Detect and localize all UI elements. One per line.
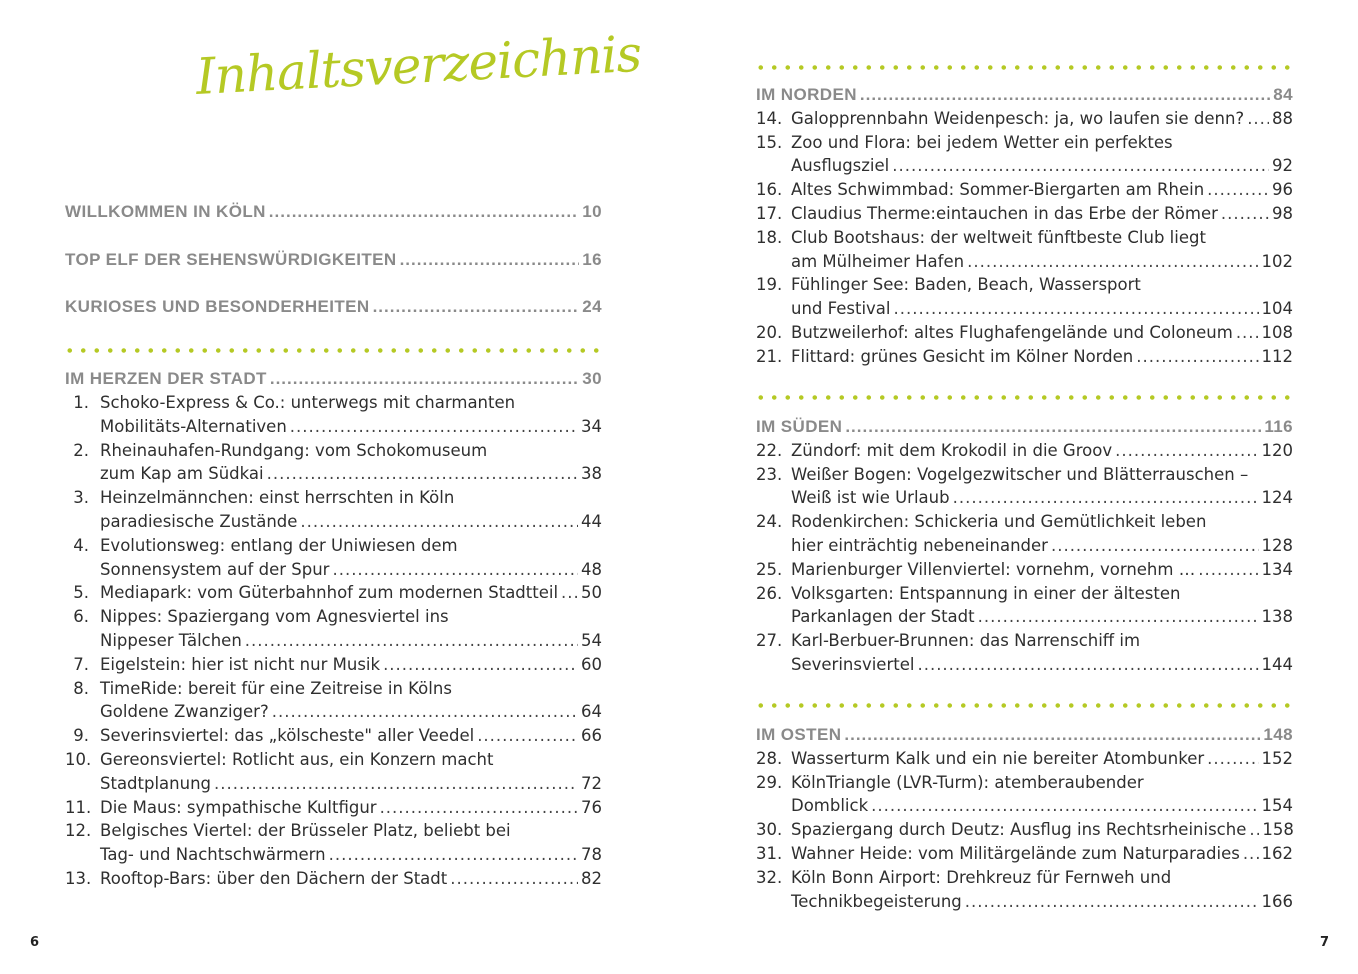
leader-dots: [860, 83, 1270, 107]
entry-title: Gereonsviertel: Rotlicht aus, ein Konzern macht: [100, 750, 494, 769]
toc-entry: [756, 273, 1293, 297]
entry-title: Spaziergang durch Deutz: Ausflug ins Rechtsrheinische: [791, 820, 1247, 840]
section-label: TOP ELF DER SEHENSWÜRDIGKEITEN: [65, 250, 397, 269]
leader-dots: [967, 250, 1258, 274]
entry-title: Die Maus: sympathische Kultfigur: [100, 797, 377, 817]
entry-number: 27.: [756, 631, 783, 651]
toc-entry: [756, 202, 1293, 226]
chapter-page: 30: [582, 369, 602, 388]
toc-section-entry: [65, 295, 602, 319]
section-page: 24: [582, 297, 602, 316]
right-page: [679, 0, 1358, 974]
entry-title: Rooftop-Bars: über den Dächern der Stadt: [100, 869, 448, 888]
toc-entry-continuation: [65, 700, 602, 724]
entry-title: Schoko-Express & Co.: unterwegs mit charmanten: [100, 393, 516, 412]
toc-entry: [65, 605, 602, 629]
entry-title: Severinsviertel: das „kölscheste" aller Veedel: [100, 726, 475, 746]
toc-entry-continuation: [756, 297, 1293, 321]
entry-number: 25.: [756, 559, 783, 579]
chapter-heading: [756, 415, 1293, 439]
leader-dots: [400, 248, 580, 272]
toc-entry: [756, 558, 1293, 582]
leader-dots: [270, 367, 579, 391]
entry-number: 17.: [756, 204, 783, 223]
entry-page: 50: [581, 583, 602, 603]
leader-dots: [965, 890, 1259, 914]
entry-page: 124: [1261, 488, 1293, 508]
entry-title-cont: paradiesische Zustände: [100, 512, 298, 531]
entry-page: 166: [1261, 891, 1293, 911]
entry-number: 32.: [756, 867, 783, 887]
entry-title-cont: Weiß ist wie Urlaub: [791, 488, 950, 508]
toc-entry-continuation: [756, 653, 1293, 677]
toc-entry: [65, 748, 602, 772]
toc-entry-continuation: [65, 843, 602, 867]
leader-dots: [1247, 107, 1269, 131]
entry-title: Butzweilerhof: altes Flughafengelände und Coloneum: [791, 323, 1233, 342]
toc-entry-continuation: [65, 558, 602, 582]
entry-title: Köln Bonn Airport: Drehkreuz für Fernweh und: [791, 867, 1172, 887]
entry-number: 11.: [65, 797, 92, 817]
entry-number: 1.: [73, 393, 89, 412]
leader-dots: [953, 486, 1259, 510]
toc-entry: [65, 486, 602, 510]
leader-dots: [269, 200, 579, 224]
entry-number: 20.: [756, 323, 783, 342]
toc-entry-continuation: [65, 772, 602, 796]
entry-number: 9.: [73, 726, 89, 746]
entry-page: 44: [581, 512, 602, 531]
entry-title: Zündorf: mit dem Krokodil in die Groov: [791, 440, 1113, 460]
toc-entry-continuation: [65, 415, 602, 439]
entry-page: 102: [1261, 251, 1293, 271]
entry-page: 76: [581, 797, 602, 817]
toc-entry: [756, 463, 1293, 487]
leader-dots: [1198, 558, 1258, 582]
leader-dots: [1207, 178, 1269, 202]
toc-entry: [756, 771, 1293, 795]
entry-title: Fühlinger See: Baden, Beach, Wassersport: [791, 275, 1141, 295]
entry-number: 24.: [756, 512, 783, 532]
entry-page: 78: [581, 845, 602, 865]
toc-section-entry: [65, 200, 602, 224]
dotted-separator: [754, 703, 1298, 708]
entry-page: 104: [1261, 299, 1293, 319]
entry-page: 66: [581, 726, 602, 746]
toc-entry-continuation: [65, 462, 602, 486]
leader-dots: [332, 558, 578, 582]
section-page: 16: [582, 250, 602, 269]
entry-title-cont: Domblick: [791, 796, 869, 816]
toc-entry: [756, 582, 1293, 606]
leader-dots: [871, 794, 1258, 818]
entry-title-cont: und Festival: [791, 299, 891, 319]
entry-page: 34: [581, 416, 602, 436]
toc-entry: [65, 391, 602, 415]
toc-entry: [756, 629, 1293, 653]
entry-number: 29.: [756, 772, 783, 792]
entry-page: 48: [581, 559, 602, 579]
entry-title: Rodenkirchen: Schickeria und Gemütlichkeit leben: [791, 512, 1207, 532]
toc-entry: [756, 747, 1293, 771]
entry-title-cont: Parkanlagen der Stadt: [791, 607, 975, 627]
entry-title-cont: hier einträchtig nebeneinander: [791, 536, 1048, 555]
entry-title-cont: Stadtplanung: [100, 773, 212, 793]
entry-title-cont: Goldene Zwanziger?: [100, 702, 269, 722]
leader-dots: [1249, 818, 1259, 842]
entry-page: 138: [1261, 607, 1293, 627]
toc-entry: [65, 677, 602, 701]
leader-dots: [373, 295, 580, 319]
toc-entry-continuation: [756, 890, 1293, 914]
toc-entry: [65, 819, 602, 843]
chapter-heading: [756, 83, 1293, 107]
entry-number: 13.: [65, 869, 92, 888]
entry-number: 18.: [756, 227, 783, 247]
entry-page: 98: [1272, 204, 1293, 223]
leader-dots: [845, 415, 1261, 439]
entry-title: Volksgarten: Entspannung in einer der ältesten: [791, 583, 1181, 603]
leader-dots: [267, 462, 578, 486]
entry-page: 134: [1261, 559, 1293, 579]
toc-entry: [756, 226, 1293, 250]
entry-number: 30.: [756, 820, 783, 840]
entry-title: Eigelstein: hier ist nicht nur Musik: [100, 654, 381, 674]
entry-page: 108: [1261, 323, 1293, 342]
entry-number: 5.: [73, 583, 89, 603]
entry-title: KölnTriangle (LVR-Turm): atemberaubender: [791, 772, 1144, 792]
entry-page: 38: [581, 464, 602, 484]
entry-number: 14.: [756, 108, 783, 128]
leader-dots: [329, 843, 578, 867]
leader-dots: [1207, 747, 1258, 771]
entry-title-cont: Tag- und Nachtschwärmern: [100, 845, 326, 865]
section-page: 10: [582, 202, 602, 221]
leader-dots: [290, 415, 578, 439]
entry-number: 23.: [756, 464, 783, 484]
chapter-label: IM NORDEN: [756, 85, 857, 104]
entry-title-cont: Nippeser Tälchen: [100, 631, 242, 650]
toc-entry: [65, 796, 602, 820]
entry-page: 128: [1261, 536, 1293, 555]
entry-number: 26.: [756, 583, 783, 603]
entry-title-cont: Sonnensystem auf der Spur: [100, 559, 330, 579]
entry-title: Mediapark: vom Güterbahnhof zum modernen Stadtteil: [100, 583, 559, 603]
entry-page: 96: [1272, 180, 1293, 200]
leader-dots: [893, 297, 1258, 321]
leader-dots: [477, 724, 578, 748]
chapter-page: 84: [1273, 85, 1293, 104]
entry-page: 112: [1261, 346, 1293, 366]
entry-page: 120: [1261, 440, 1293, 460]
entry-number: 16.: [756, 180, 783, 200]
toc-entry: [65, 867, 602, 891]
entry-title-cont: am Mülheimer Hafen: [791, 251, 965, 271]
leader-dots: [1136, 345, 1258, 369]
toc-entry: [65, 724, 602, 748]
entry-number: 31.: [756, 844, 783, 863]
toc-entry: [756, 842, 1293, 866]
entry-page: 82: [581, 869, 602, 888]
leader-dots: [917, 653, 1258, 677]
entry-title-cont: Ausflugsziel: [791, 156, 890, 176]
entry-title: Galopprennbahn Weidenpesch: ja, wo laufen sie denn?: [791, 108, 1245, 128]
entry-title: Evolutionsweg: entlang der Uniwiesen dem: [100, 535, 458, 555]
leader-dots: [300, 510, 578, 534]
leader-dots: [1115, 439, 1258, 463]
chapter-label: IM OSTEN: [756, 725, 842, 744]
entry-page: 154: [1261, 796, 1293, 816]
section-label: WILLKOMMEN IN KÖLN: [65, 202, 266, 221]
entry-number: 19.: [756, 275, 783, 295]
toc-entry-continuation: [756, 154, 1293, 178]
toc-entry: [65, 653, 602, 677]
toc-entry: [756, 321, 1293, 345]
toc-entry: [756, 345, 1293, 369]
toc-entry: [756, 439, 1293, 463]
entry-number: 8.: [73, 678, 89, 698]
toc-entry-continuation: [756, 605, 1293, 629]
entry-title: Claudius Therme:eintauchen in das Erbe der Römer: [791, 204, 1218, 223]
chapter-page: 116: [1264, 417, 1293, 436]
leader-dots: [892, 154, 1269, 178]
entry-page: 60: [581, 654, 602, 674]
leader-dots: [1051, 534, 1259, 558]
entry-page: 162: [1261, 844, 1293, 863]
toc-entry: [756, 131, 1293, 155]
leader-dots: [561, 581, 578, 605]
entry-number: 2.: [73, 440, 89, 460]
entry-page: 92: [1272, 156, 1293, 176]
entry-title: Belgisches Viertel: der Brüsseler Platz, beliebt bei: [100, 821, 511, 841]
entry-title: Flittard: grünes Gesicht im Kölner Norden: [791, 346, 1134, 366]
page-number-right: 7: [1320, 935, 1330, 950]
entry-number: 6.: [73, 607, 89, 627]
toc-entry: [65, 439, 602, 463]
entry-number: 3.: [73, 488, 89, 508]
entry-title: Heinzelmännchen: einst herrschten in Köln: [100, 488, 455, 508]
entry-title: Zoo und Flora: bei jedem Wetter ein perfektes: [791, 132, 1173, 152]
entry-page: 88: [1272, 108, 1293, 128]
toc-entry: [65, 581, 602, 605]
leader-dots: [1221, 202, 1269, 226]
toc-entry: [756, 866, 1293, 890]
toc-entry-continuation: [756, 794, 1293, 818]
toc-section-entry: [65, 248, 602, 272]
toc-title: Inhaltsverzeichnis: [194, 24, 643, 106]
toc-entry-continuation: [756, 486, 1293, 510]
toc-entry-continuation: [756, 250, 1293, 274]
leader-dots: [1236, 321, 1259, 345]
chapter-heading: [65, 367, 602, 391]
entry-number: 12.: [65, 821, 92, 841]
entry-title: Karl-Berbuer-Brunnen: das Narrenschiff im: [791, 631, 1141, 651]
dotted-separator: [63, 348, 605, 353]
toc-entry: [756, 818, 1293, 842]
entry-title: Marienburger Villenviertel: vornehm, vornehm …: [791, 559, 1196, 579]
entry-title-cont: Mobilitäts-Alternativen: [100, 416, 287, 436]
entry-title: Wahner Heide: vom Militärgelände zum Naturparadies: [791, 844, 1240, 863]
entry-title: Club Bootshaus: der weltweit fünftbeste Club liegt: [791, 227, 1206, 247]
dotted-separator: [754, 395, 1298, 400]
leader-dots: [1243, 842, 1259, 866]
toc-entry: [756, 510, 1293, 534]
page-number-left: 6: [30, 935, 40, 950]
entry-page: 54: [581, 631, 602, 650]
section-label: KURIOSES UND BESONDERHEITEN: [65, 297, 370, 316]
toc-entry: [756, 107, 1293, 131]
chapter-heading: [756, 723, 1293, 747]
leader-dots: [978, 605, 1259, 629]
entry-number: 28.: [756, 748, 783, 768]
toc-entry: [65, 534, 602, 558]
toc-entry: [756, 178, 1293, 202]
toc-entry-continuation: [65, 629, 602, 653]
chapter-label: IM SÜDEN: [756, 417, 843, 436]
entry-title: TimeRide: bereit für eine Zeitreise in Kölns: [100, 678, 452, 698]
chapter-page: 148: [1263, 725, 1293, 744]
entry-title: Weißer Bogen: Vogelgezwitscher und Blätterrauschen –: [791, 464, 1249, 484]
leader-dots: [272, 700, 578, 724]
entry-title-cont: zum Kap am Südkai: [100, 464, 264, 484]
entry-title-cont: Severinsviertel: [791, 655, 915, 674]
dotted-separator: [754, 65, 1298, 70]
leader-dots: [844, 723, 1260, 747]
entry-page: 64: [581, 702, 602, 722]
entry-number: 10.: [65, 750, 92, 769]
entry-title-cont: Technikbegeisterung: [791, 891, 962, 911]
chapter-label: IM HERZEN DER STADT: [65, 369, 267, 388]
entry-title: Altes Schwimmbad: Sommer-Biergarten am Rhein: [791, 180, 1205, 200]
entry-title: Nippes: Spaziergang vom Agnesviertel ins: [100, 607, 449, 627]
entry-number: 15.: [756, 132, 783, 152]
entry-page: 152: [1261, 748, 1293, 768]
toc-entry-continuation: [756, 534, 1293, 558]
toc-entry-continuation: [65, 510, 602, 534]
entry-page: 158: [1262, 820, 1294, 840]
entry-number: 22.: [756, 440, 783, 460]
entry-number: 21.: [756, 346, 783, 366]
entry-page: 72: [581, 773, 602, 793]
entry-number: 7.: [73, 654, 89, 674]
entry-title: Wasserturm Kalk und ein nie bereiter Atombunker: [791, 748, 1205, 768]
entry-title: Rheinauhafen-Rundgang: vom Schokomuseum: [100, 440, 488, 460]
entry-number: 4.: [73, 535, 89, 555]
leader-dots: [214, 772, 578, 796]
leader-dots: [383, 653, 578, 677]
leader-dots: [245, 629, 578, 653]
leader-dots: [380, 796, 578, 820]
leader-dots: [450, 867, 578, 891]
entry-page: 144: [1261, 655, 1293, 674]
